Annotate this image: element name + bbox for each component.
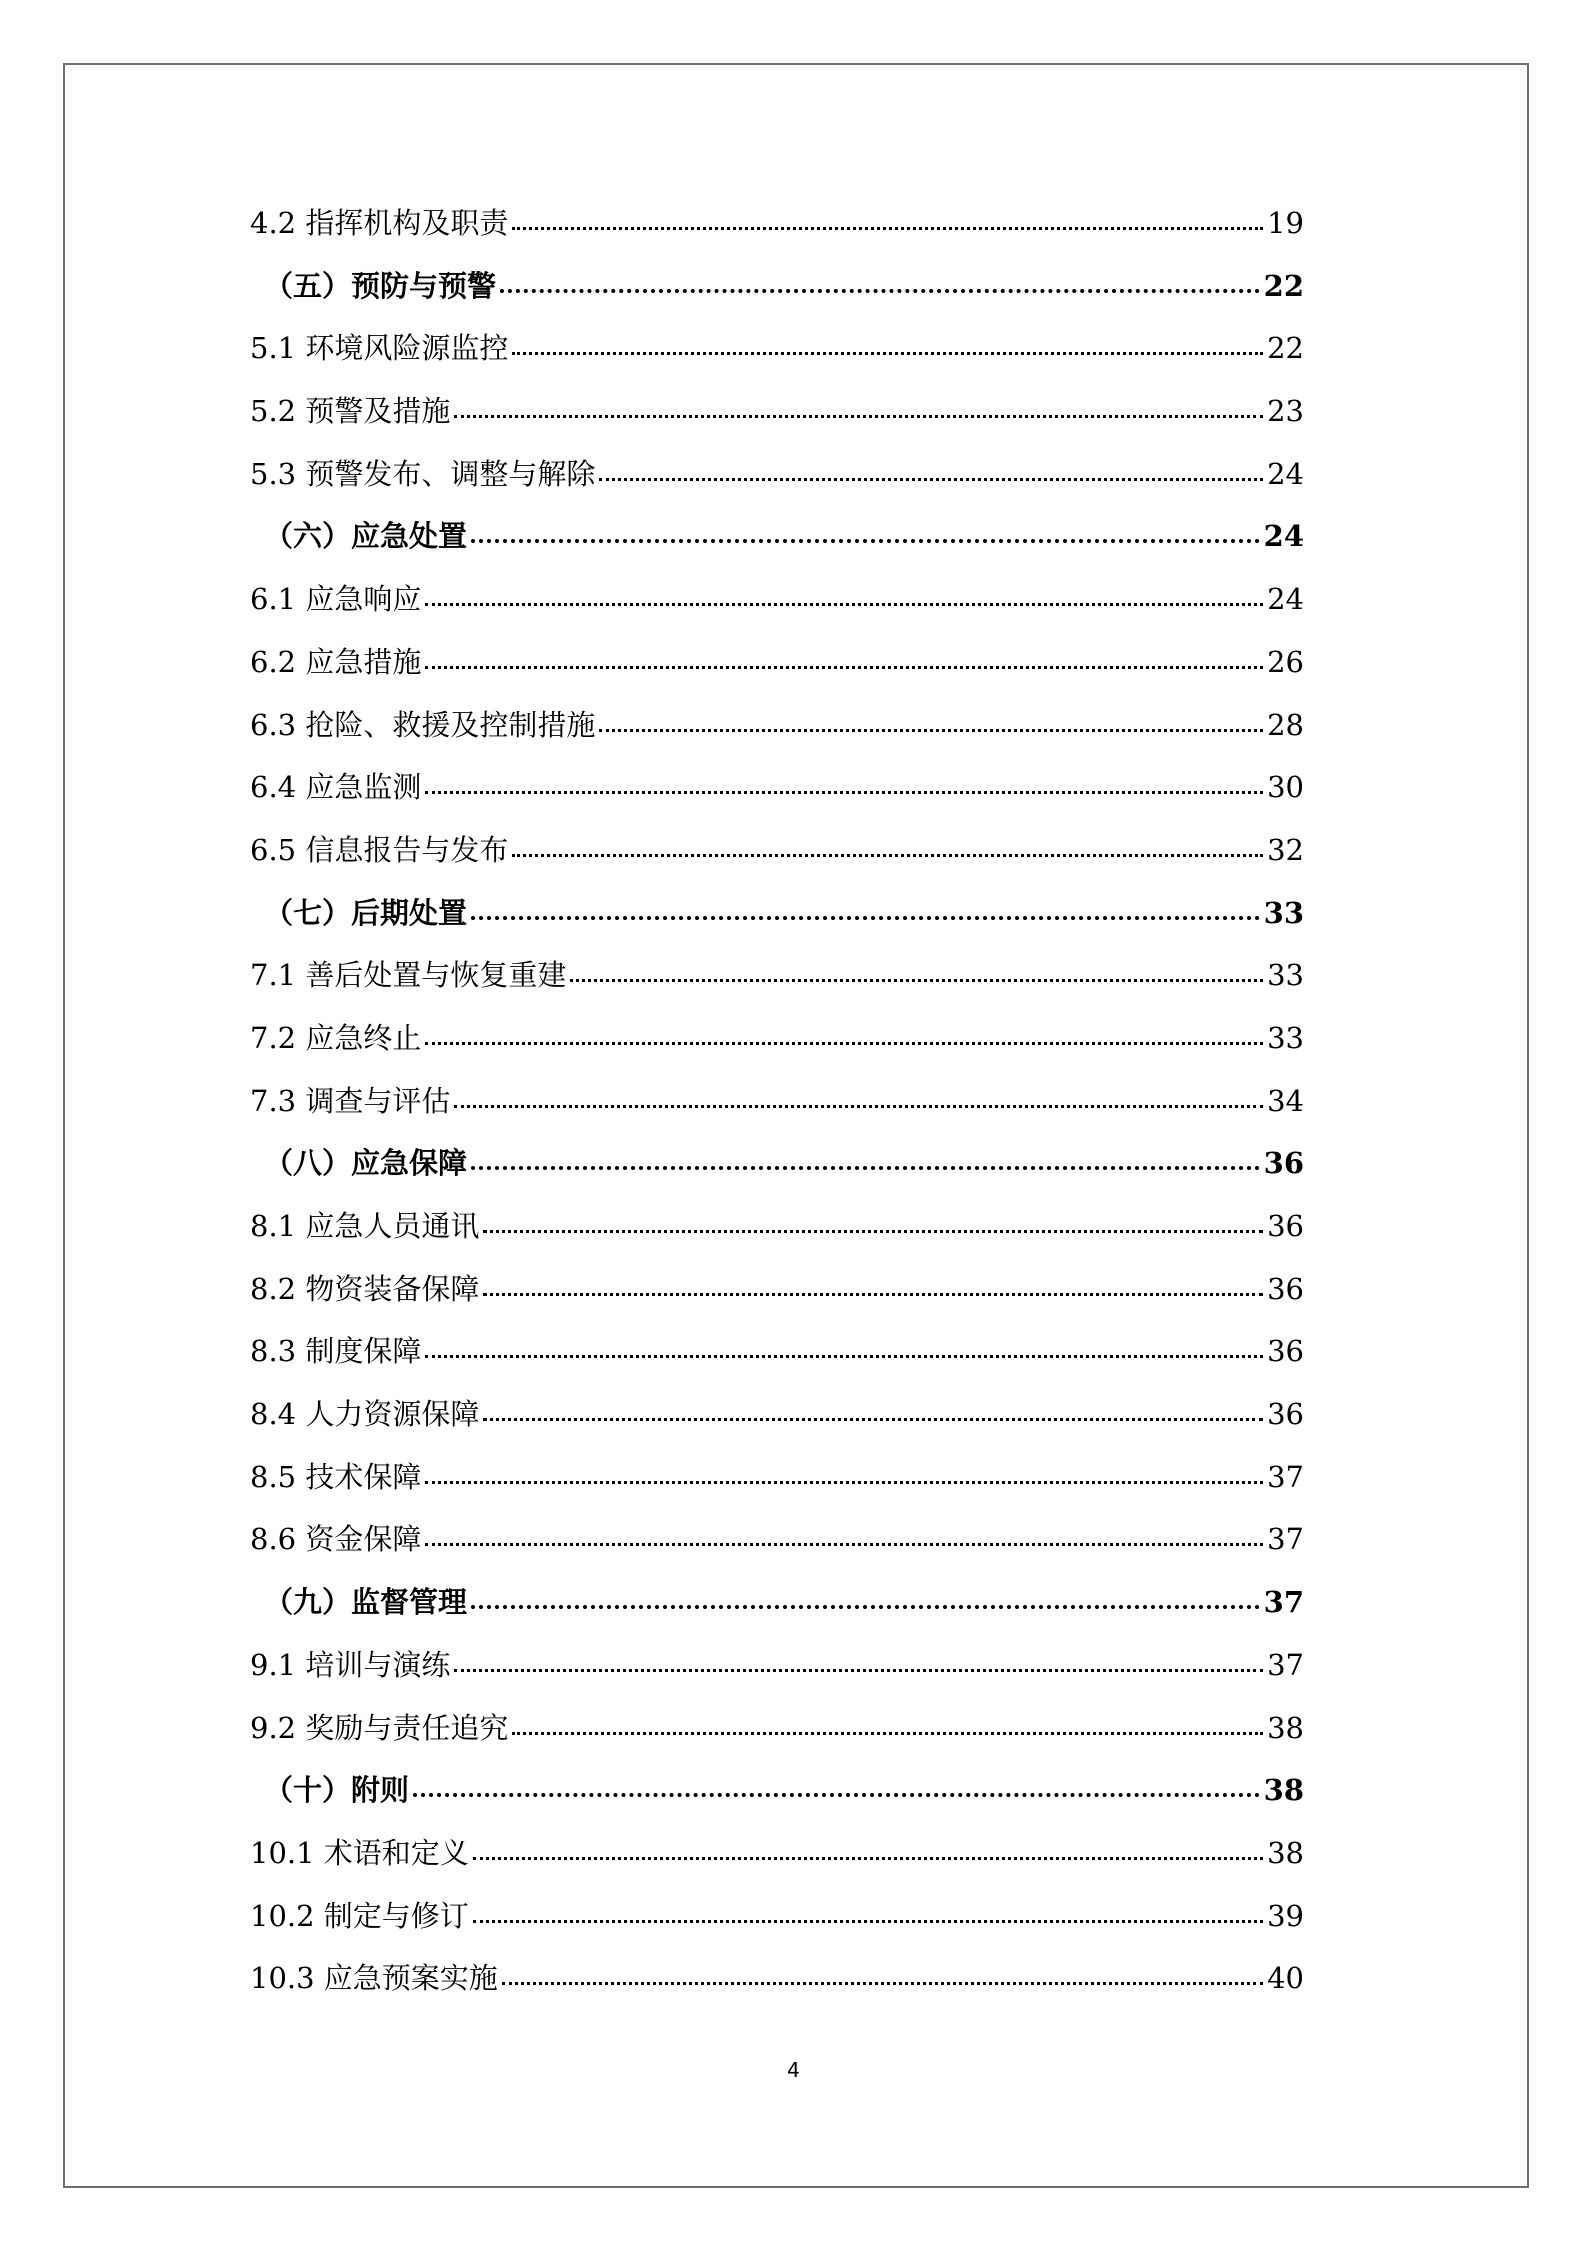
toc-entry-title: 4.2 指挥机构及职责 [250, 206, 509, 240]
toc-section-entry[interactable] [250, 1508, 1304, 1571]
toc-entry-page-number: 30 [1267, 770, 1304, 805]
toc-entry-title: 6.3 抢险、救援及控制措施 [250, 707, 596, 742]
toc-dot-leader [473, 1856, 1263, 1860]
toc-entry-page-number: 36 [1267, 1209, 1304, 1243]
toc-section-entry[interactable] [250, 1822, 1304, 1885]
toc-section-entry[interactable] [250, 1697, 1304, 1760]
toc-entry-title: 9.2 奖励与责任追究 [250, 1710, 509, 1745]
toc-entry-page-number: 19 [1267, 206, 1304, 240]
toc-entry-title: 8.4 人力资源保障 [250, 1397, 480, 1432]
toc-entry-page-number: 26 [1267, 644, 1304, 679]
toc-chapter-entry[interactable] [250, 882, 1304, 945]
toc-dot-leader [483, 1229, 1263, 1233]
toc-entry-title: （七）后期处置 [264, 895, 468, 930]
toc-entry-page-number: 38 [1263, 1773, 1304, 1808]
toc-section-entry[interactable] [250, 631, 1304, 694]
toc-dot-leader [425, 1041, 1263, 1045]
toc-entry-title: （八）应急保障 [264, 1146, 468, 1181]
toc-chapter-entry[interactable] [250, 1759, 1304, 1822]
toc-dot-leader [413, 1792, 1260, 1797]
toc-dot-leader [512, 1731, 1263, 1735]
toc-dot-leader [425, 1542, 1263, 1546]
toc-dot-leader [471, 1604, 1260, 1609]
toc-dot-leader [599, 477, 1263, 481]
toc-dot-leader [471, 538, 1260, 543]
toc-entry-page-number: 24 [1263, 519, 1304, 554]
toc-entry-page-number: 24 [1267, 582, 1304, 617]
toc-section-entry[interactable] [250, 443, 1304, 506]
toc-entry-page-number: 37 [1267, 1522, 1304, 1557]
toc-entry-title: 6.1 应急响应 [250, 582, 422, 617]
toc-entry-title: 10.1 术语和定义 [250, 1835, 469, 1870]
toc-dot-leader [512, 351, 1263, 355]
toc-chapter-entry[interactable] [250, 255, 1304, 318]
toc-entry-page-number: 32 [1267, 832, 1304, 867]
toc-entry-title: 7.2 应急终止 [250, 1020, 422, 1055]
toc-section-entry[interactable] [250, 1070, 1304, 1133]
toc-dot-leader [425, 602, 1263, 606]
toc-dot-leader [471, 915, 1260, 920]
toc-section-entry[interactable] [250, 819, 1304, 882]
toc-dot-leader [512, 226, 1263, 230]
toc-dot-leader [454, 1104, 1263, 1108]
toc-section-entry[interactable] [250, 568, 1304, 631]
toc-entry-title: 10.3 应急预案实施 [250, 1961, 498, 1996]
toc-section-entry[interactable] [250, 944, 1304, 1007]
toc-entry-page-number: 36 [1263, 1146, 1304, 1181]
toc-dot-leader [512, 853, 1263, 857]
toc-section-entry[interactable] [250, 380, 1304, 443]
toc-dot-leader [425, 1480, 1263, 1484]
table-of-contents [250, 192, 1304, 2010]
toc-entry-page-number: 22 [1263, 268, 1304, 303]
toc-section-entry[interactable] [250, 1383, 1304, 1446]
toc-entry-title: 9.1 培训与演练 [250, 1647, 451, 1682]
toc-entry-title: 10.2 制定与修订 [250, 1898, 469, 1933]
toc-entry-page-number: 24 [1267, 456, 1304, 491]
toc-chapter-entry[interactable] [250, 1132, 1304, 1195]
toc-dot-leader [483, 1292, 1263, 1296]
toc-chapter-entry[interactable] [250, 505, 1304, 568]
toc-dot-leader [502, 1981, 1263, 1985]
toc-entry-page-number: 36 [1267, 1397, 1304, 1432]
toc-entry-page-number: 34 [1267, 1083, 1304, 1118]
toc-section-entry[interactable] [250, 1258, 1304, 1321]
toc-dot-leader [599, 728, 1263, 732]
toc-entry-title: 7.3 调查与评估 [250, 1083, 451, 1118]
toc-entry-page-number: 37 [1263, 1585, 1304, 1620]
toc-section-entry[interactable] [250, 1195, 1304, 1258]
toc-section-entry[interactable] [250, 756, 1304, 819]
page-number: 4 [787, 2058, 800, 2082]
toc-entry-page-number: 38 [1267, 1835, 1304, 1870]
toc-dot-leader [425, 665, 1263, 669]
toc-dot-leader [483, 1417, 1263, 1421]
toc-section-entry[interactable] [250, 1885, 1304, 1948]
toc-entry-title: 5.3 预警发布、调整与解除 [250, 456, 596, 491]
toc-dot-leader [500, 288, 1260, 293]
toc-dot-leader [570, 978, 1263, 982]
toc-entry-title: （五）预防与预警 [264, 268, 497, 303]
toc-entry-title: 8.6 资金保障 [250, 1522, 422, 1557]
toc-section-entry[interactable] [250, 694, 1304, 757]
toc-entry-page-number: 37 [1267, 1459, 1304, 1494]
toc-dot-leader [473, 1919, 1263, 1923]
toc-chapter-entry[interactable] [250, 1571, 1304, 1634]
toc-entry-title: （六）应急处置 [264, 519, 468, 554]
toc-section-entry[interactable] [250, 1634, 1304, 1697]
toc-entry-page-number: 39 [1267, 1898, 1304, 1933]
toc-entry-title: 8.5 技术保障 [250, 1459, 422, 1494]
toc-section-entry[interactable] [250, 1446, 1304, 1509]
toc-entry-page-number: 22 [1267, 331, 1304, 366]
toc-entry-page-number: 23 [1267, 394, 1304, 429]
toc-entry-page-number: 33 [1267, 1020, 1304, 1055]
toc-entry-title: 7.1 善后处置与恢复重建 [250, 958, 567, 993]
toc-entry-title: 5.1 环境风险源监控 [250, 331, 509, 366]
toc-section-entry[interactable] [250, 192, 1304, 255]
toc-entry-page-number: 33 [1267, 958, 1304, 993]
toc-entry-title: 8.2 物资装备保障 [250, 1271, 480, 1306]
toc-section-entry[interactable] [250, 1947, 1304, 2010]
toc-section-entry[interactable] [250, 1320, 1304, 1383]
toc-entry-page-number: 37 [1267, 1647, 1304, 1682]
toc-dot-leader [454, 1668, 1263, 1672]
toc-entry-title: 6.2 应急措施 [250, 644, 422, 679]
toc-section-entry[interactable] [250, 317, 1304, 380]
toc-entry-page-number: 36 [1267, 1334, 1304, 1369]
toc-entry-page-number: 38 [1267, 1710, 1304, 1745]
toc-entry-title: 5.2 预警及措施 [250, 394, 451, 429]
toc-dot-leader [454, 414, 1263, 418]
toc-entry-title: （九）监督管理 [264, 1585, 468, 1620]
toc-entry-title: 6.5 信息报告与发布 [250, 832, 509, 867]
toc-section-entry[interactable] [250, 1007, 1304, 1070]
toc-entry-title: 8.3 制度保障 [250, 1334, 422, 1369]
toc-entry-page-number: 33 [1263, 895, 1304, 930]
toc-entry-page-number: 28 [1267, 707, 1304, 742]
toc-entry-page-number: 40 [1267, 1961, 1304, 1996]
toc-dot-leader [471, 1165, 1260, 1170]
toc-dot-leader [425, 790, 1263, 794]
toc-entry-title: （十）附则 [264, 1773, 410, 1808]
toc-entry-title: 8.1 应急人员通讯 [250, 1209, 480, 1243]
toc-entry-page-number: 36 [1267, 1271, 1304, 1306]
toc-entry-title: 6.4 应急监测 [250, 770, 422, 805]
toc-dot-leader [425, 1354, 1263, 1358]
